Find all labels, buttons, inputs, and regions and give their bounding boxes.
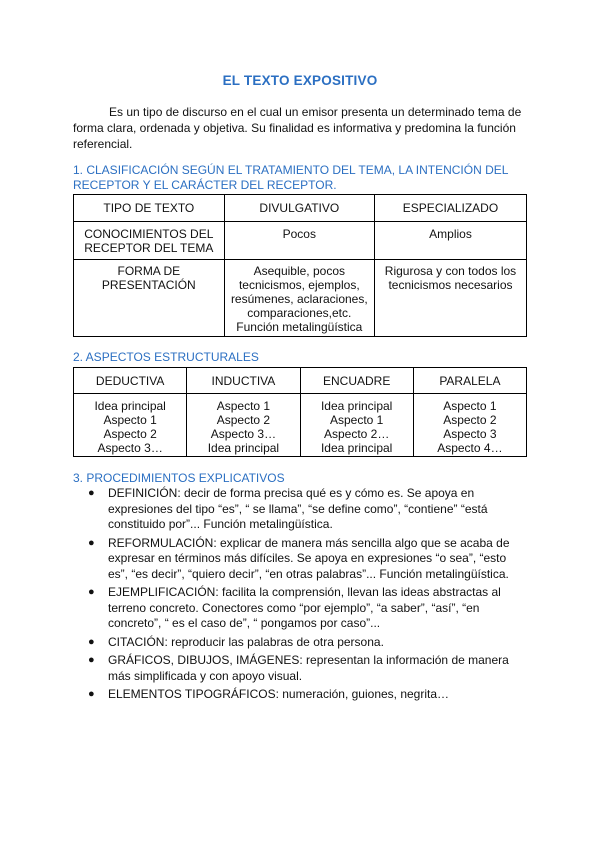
table-cell <box>74 394 187 457</box>
list-item <box>88 536 528 583</box>
classification-table <box>73 194 527 337</box>
list-item <box>88 653 528 684</box>
table-cell <box>374 260 526 337</box>
cell-line: Aspecto 3… <box>97 441 163 455</box>
table-header-cell: TIPO DE TEXTO <box>74 195 225 222</box>
cell-line: Idea principal <box>207 441 280 455</box>
list-item-text: EJEMPLIFICACIÓN: facilita la comprensión, llevan las ideas abstractas al terreno concreto. Conectores como “por ejemplo”, “a saber”, “así”, “en concreto”, “ es el caso de”, “ pongamos por caso”... <box>108 585 501 630</box>
bullet-icon: ● <box>88 635 95 648</box>
bullet-icon: ● <box>88 487 95 499</box>
table-cell <box>187 394 300 457</box>
section-2-heading: 2. ASPECTOS ESTRUCTURALES <box>73 350 259 364</box>
table-cell <box>224 260 374 337</box>
section-1-heading: 1. CLASIFICACIÓN SEGÚN EL TRATAMIENTO DEL TEMA, LA INTENCIÓN DEL RECEPTOR Y EL CARÁCTER DEL RECEPTOR. <box>73 163 508 192</box>
table-header-row <box>74 368 527 394</box>
list-item <box>88 687 528 703</box>
list-item-text: REFORMULACIÓN: explicar de manera más sencilla algo que se acaba de expresar en términos más difíciles. Se apoya en expresiones “o sea”, “esto es”, “es decir”, “quiero decir”, “en otras palabras”... Función metalingüística. <box>108 535 510 581</box>
list-item <box>88 486 528 533</box>
cell-line: Aspecto 3… <box>210 427 277 441</box>
cell-line: Aspecto 2 <box>103 427 157 441</box>
table-row <box>74 394 527 457</box>
table-cell-text: Asequible, pocos tecnicismos, ejemplos, resúmenes, aclaraciones, comparaciones,etc. Función metalingüística <box>230 264 368 334</box>
list-item-text: CITACIÓN: reproducir las palabras de otra persona. <box>108 634 384 649</box>
bullet-icon: ● <box>88 586 95 598</box>
list-item-text: DEFINICIÓN: decir de forma precisa qué es y cómo es. Se apoya en expresiones del tipo “es”, “ se llama”, “se define como”, “contiene” “está constituido por”... Función metalingüística. <box>108 486 488 531</box>
table-cell: Amplios <box>374 222 526 260</box>
cell-line: Aspecto 4… <box>437 441 503 455</box>
table-cell-text: FORMA DE PRESENTACIÓN <box>101 264 196 292</box>
table-header-row <box>74 195 527 222</box>
table-row <box>74 260 527 337</box>
list-item-text: ELEMENTOS TIPOGRÁFICOS: numeración, guiones, negrita… <box>108 687 450 701</box>
list-item <box>88 585 528 632</box>
table-cell <box>300 394 413 457</box>
table-cell-text: Rigurosa y con todos los tecnicismos necesarios <box>384 264 517 292</box>
bullet-icon: ● <box>88 654 95 666</box>
table-header-cell: DEDUCTIVA <box>74 368 187 394</box>
page-title: EL TEXTO EXPOSITIVO <box>222 73 378 88</box>
cell-line: Idea principal <box>94 399 166 413</box>
table-cell <box>413 394 526 457</box>
cell-line: Aspecto 2 <box>443 413 497 427</box>
table-header-cell: INDUCTIVA <box>187 368 300 394</box>
table-cell: CONOCIMIENTOS DEL RECEPTOR DEL TEMA <box>74 222 225 260</box>
cell-line: Aspecto 3 <box>443 427 497 441</box>
table-header-cell: ENCUADRE <box>300 368 413 394</box>
table-cell <box>74 260 225 337</box>
cell-line: Aspecto 1 <box>329 413 384 427</box>
section-3-heading: 3. PROCEDIMIENTOS EXPLICATIVOS <box>73 471 285 485</box>
cell-line: Idea principal <box>320 441 393 455</box>
cell-line: Aspecto 2 <box>216 413 271 427</box>
table-header-cell: ESPECIALIZADO <box>374 195 526 222</box>
list-item-text: GRÁFICOS, DIBUJOS, IMÁGENES: representan la información de manera más simplificada y con apoyo visual. <box>108 653 509 683</box>
table-row <box>74 222 527 260</box>
cell-line: Aspecto 1 <box>103 413 157 427</box>
table-cell: Pocos <box>224 222 374 260</box>
cell-line: Aspecto 1 <box>443 399 497 413</box>
cell-line: Idea principal <box>320 399 393 413</box>
structure-table <box>73 367 527 457</box>
table-header-cell: PARALELA <box>413 368 526 394</box>
procedures-list <box>88 486 528 706</box>
intro-paragraph: Es un tipo de discurso en el cual un emisor presenta un determinado tema de forma clara, ordenada y objetiva. Su finalidad es informativa y predomina la función referencial. <box>73 105 522 151</box>
bullet-icon: ● <box>88 536 95 549</box>
cell-line: Aspecto 2… <box>323 427 390 441</box>
list-item <box>88 635 528 651</box>
bullet-icon: ● <box>88 688 95 700</box>
table-header-cell: DIVULGATIVO <box>224 195 374 222</box>
cell-line: Aspecto 1 <box>216 399 271 413</box>
